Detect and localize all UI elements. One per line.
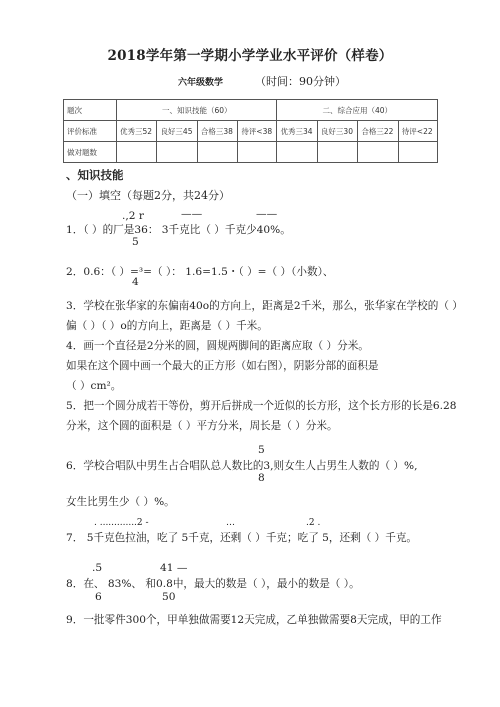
question-8: 8．在、 83%、 和0.8中，最大的数是（ ），最小的数是（ ）。 (66, 578, 360, 590)
answer-cell[interactable] (398, 142, 437, 163)
question-9: 9．一批零件300个，甲单独做需要12天完成，乙单独做需要8天完成，甲的工作 (66, 614, 442, 626)
question-4-line1: 4．画一个直径是2分米的圆，圆规两脚间的距离应取（ ）分米。 (66, 340, 369, 352)
table-cell-label: 评价标准 (64, 121, 117, 142)
section-heading: 、知识技能 (66, 168, 124, 182)
table-cell-part2: 二、综合应用（40） (277, 100, 438, 121)
question-1: 1．（ ）的厂是36： 3千克比（ ）千克少40%。 (66, 224, 291, 236)
answer-cell[interactable] (197, 142, 237, 163)
q2-subscript: 4 (132, 276, 139, 288)
q1-superscript: .,2 r (122, 210, 144, 222)
question-7: 7． 5千克色拉油，吃了 5千克，还剩（ ）千克；吃了 5，还剩（ ）千克。 (66, 532, 418, 544)
table-cell: 优秀三52 (117, 121, 157, 142)
q8-superscript: 41 — (160, 562, 188, 574)
table-cell-label: 做对题数 (64, 142, 117, 163)
question-5-line2: 分米，这个圆的面积是（ ）平方分米，周长是（ ）分米。 (66, 420, 338, 432)
q8-subscript: 50 (162, 591, 176, 603)
answer-cell[interactable] (238, 142, 277, 163)
q1-subscript: 5 (132, 236, 139, 248)
answer-cell[interactable] (277, 142, 317, 163)
q8-subscript: 6 (95, 591, 102, 603)
q8-superscript: .5 (92, 562, 103, 574)
table-row (64, 121, 438, 142)
score-table (63, 99, 438, 163)
answer-cell[interactable] (317, 142, 357, 163)
table-row (64, 142, 438, 163)
answer-cell[interactable] (117, 142, 157, 163)
exam-time: （时间：90分钟） (255, 75, 346, 88)
q7-superscript: … (226, 518, 235, 528)
answer-cell[interactable] (358, 142, 398, 163)
table-cell-part1: 一、知识技能（60） (117, 100, 277, 121)
table-cell: 优秀三34 (277, 121, 317, 142)
question-4-line2: 如果在这个圆中画一个最大的正方形（如右图），阴影分部的面积是 (66, 360, 379, 372)
table-cell: 待评<22 (398, 121, 437, 142)
grade-subject: 六年级数学 (178, 78, 224, 88)
question-2: 2．0.6：（ ）=³=（ ）： 1.6=1.5・（ ）=（ ）（小数）、 (66, 266, 334, 278)
question-3-line2: 偏（ ）（ ）o的方向上，距离是（ ）千米。 (66, 320, 268, 332)
table-cell: 合格三22 (358, 121, 398, 142)
question-6-line2: 女生比男生少（ ）%。 (66, 496, 175, 508)
q7-superscript: . .............2 - (94, 518, 149, 528)
table-row (64, 100, 438, 121)
table-cell: 良好三45 (157, 121, 197, 142)
q6-superscript: 5 (258, 444, 265, 456)
table-cell: 良好三30 (317, 121, 357, 142)
table-cell: 待评<38 (238, 121, 277, 142)
answer-cell[interactable] (157, 142, 197, 163)
table-cell-label: 题次 (64, 100, 117, 121)
page-title: 2018学年第一学期小学学业水平评价（样卷） (107, 48, 393, 64)
q1-superscript: —— (256, 208, 278, 220)
question-3-line1: 3．学校在张华家的东偏南40o的方向上，距离是2千米，那么，张华家在学校的（ ） (66, 300, 463, 312)
q7-superscript: .2 . (306, 518, 321, 528)
part-heading: （一）填空（每题2分，共24分） (66, 189, 230, 202)
table-cell: 合格三38 (197, 121, 237, 142)
question-6-line1: 6．学校合唱队中男生占合唱队总人数比的3,则女生人占男生人数的（ ）%, (66, 460, 418, 472)
question-4-line3: （ ）cm²。 (66, 380, 122, 392)
question-5-line1: 5．把一个圆分成若干等份，剪开后拼成一个近似的长方形，这个长方形的长是6.28 (66, 400, 457, 412)
q1-superscript: —— (181, 208, 203, 220)
q6-subscript: 8 (258, 472, 265, 484)
